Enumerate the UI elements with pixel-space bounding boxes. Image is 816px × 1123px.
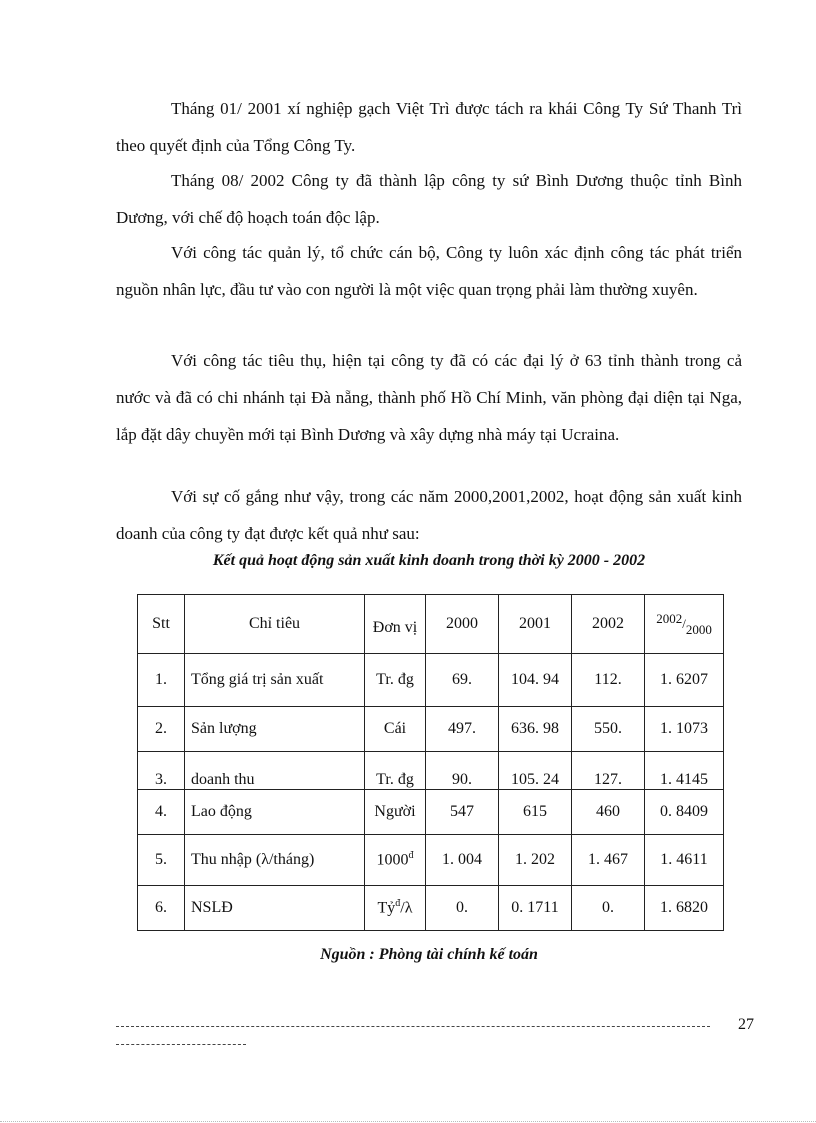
cell-ratio: 1. 1073 bbox=[645, 707, 724, 752]
cell-2000: 69. bbox=[426, 654, 499, 707]
paragraph-2: Tháng 08/ 2002 Công ty đã thành lập công ty sứ Bình Dương thuộc tỉnh Bình Dương, với chế độ hoạch toán độc lập. bbox=[116, 171, 742, 227]
cell-don-vi: Tr. đg bbox=[365, 752, 426, 790]
cell-stt: 3. bbox=[138, 752, 185, 790]
cell-2001: 0. 1711 bbox=[499, 886, 572, 931]
footer-divider-continued bbox=[116, 1034, 246, 1045]
page-bottom-border bbox=[0, 1121, 816, 1122]
cell-2000: 497. bbox=[426, 707, 499, 752]
table-row bbox=[138, 707, 724, 752]
cell-2002: 0. bbox=[572, 886, 645, 931]
paragraph-3: Với công tác quản lý, tổ chức cán bộ, Công ty luôn xác định công tác phát triển nguồn nhân lực, đầu tư vào con người là một việc quan trọng phải làm thường xuyên. bbox=[116, 243, 742, 299]
results-table bbox=[137, 594, 724, 931]
cell-stt: 4. bbox=[138, 790, 185, 835]
paragraph-5: Với sự cố gắng như vậy, trong các năm 2000,2001,2002, hoạt động sản xuất kinh doanh của công ty đạt được kết quả như sau: bbox=[116, 487, 742, 543]
table-source: Nguồn : Phòng tài chính kế toán bbox=[320, 946, 538, 963]
table-caption: Kết quả hoạt động sản xuất kinh doanh trong thời kỳ 2000 - 2002 bbox=[212, 552, 646, 569]
cell-don-vi: Tr. đg bbox=[365, 654, 426, 707]
header-chi-tieu: Chỉ tiêu bbox=[185, 595, 365, 654]
cell-stt: 2. bbox=[138, 707, 185, 752]
cell-don-vi: Tỷ$^đ$/λ bbox=[365, 886, 426, 931]
cell-chi-tieu: Tổng giá trị sản xuất bbox=[185, 654, 365, 707]
table-row bbox=[138, 886, 724, 931]
header-ratio: 2002/2000 bbox=[645, 595, 724, 654]
cell-chi-tieu: Lao động bbox=[185, 790, 365, 835]
cell-stt: 6. bbox=[138, 886, 185, 931]
cell-ratio: 1. 6820 bbox=[645, 886, 724, 931]
cell-ratio: 0. 8409 bbox=[645, 790, 724, 835]
cell-2002: 112. bbox=[572, 654, 645, 707]
cell-2000: 90. bbox=[426, 752, 499, 790]
cell-stt: 1. bbox=[138, 654, 185, 707]
cell-don-vi: $1000^đ$ bbox=[365, 835, 426, 886]
table-row bbox=[138, 790, 724, 835]
table-header-row bbox=[138, 595, 724, 654]
cell-ratio: 1. 6207 bbox=[645, 654, 724, 707]
footer-divider bbox=[116, 1014, 710, 1027]
cell-chi-tieu: NSLĐ bbox=[185, 886, 365, 931]
cell-2001: 615 bbox=[499, 790, 572, 835]
cell-2002: 460 bbox=[572, 790, 645, 835]
cell-stt: 5. bbox=[138, 835, 185, 886]
cell-2000: 0. bbox=[426, 886, 499, 931]
cell-2001: 636. 98 bbox=[499, 707, 572, 752]
table-row bbox=[138, 654, 724, 707]
cell-don-vi: Cái bbox=[365, 707, 426, 752]
cell-ratio: 1. 4145 bbox=[645, 752, 724, 790]
paragraph-4: Với công tác tiêu thụ, hiện tại công ty đã có các đại lý ở 63 tỉnh thành trong cả nước và đã có chi nhánh tại Đà nẵng, thành phố Hồ Chí Minh, văn phòng đại diện tại Nga, lắp đặt dây chuyền mới tại Bình Dương và xây dựng nhà máy tại Ucraina. bbox=[116, 351, 742, 444]
header-2001: 2001 bbox=[499, 595, 572, 654]
table-row bbox=[138, 835, 724, 886]
table-row bbox=[138, 752, 724, 790]
cell-2002: 550. bbox=[572, 707, 645, 752]
cell-2000: 547 bbox=[426, 790, 499, 835]
header-don-vi: Đơn vị bbox=[365, 595, 426, 654]
cell-chi-tieu: Sản lượng bbox=[185, 707, 365, 752]
cell-2001: 1. 202 bbox=[499, 835, 572, 886]
paragraph-1: Tháng 01/ 2001 xí nghiệp gạch Việt Trì được tách ra khái Công Ty Sứ Thanh Trì theo quyết định của Tổng Công Ty. bbox=[116, 99, 742, 155]
cell-2002: 127. bbox=[572, 752, 645, 790]
cell-don-vi: Người bbox=[365, 790, 426, 835]
cell-chi-tieu: Thu nhập (λ/tháng) bbox=[185, 835, 365, 886]
header-stt: Stt bbox=[138, 595, 185, 654]
cell-ratio: 1. 4611 bbox=[645, 835, 724, 886]
page-number: 27 bbox=[738, 1016, 754, 1033]
header-2002: 2002 bbox=[572, 595, 645, 654]
cell-2002: 1. 467 bbox=[572, 835, 645, 886]
cell-chi-tieu: doanh thu bbox=[185, 752, 365, 790]
header-2000: 2000 bbox=[426, 595, 499, 654]
cell-2000: 1. 004 bbox=[426, 835, 499, 886]
cell-2001: 104. 94 bbox=[499, 654, 572, 707]
cell-2001: 105. 24 bbox=[499, 752, 572, 790]
